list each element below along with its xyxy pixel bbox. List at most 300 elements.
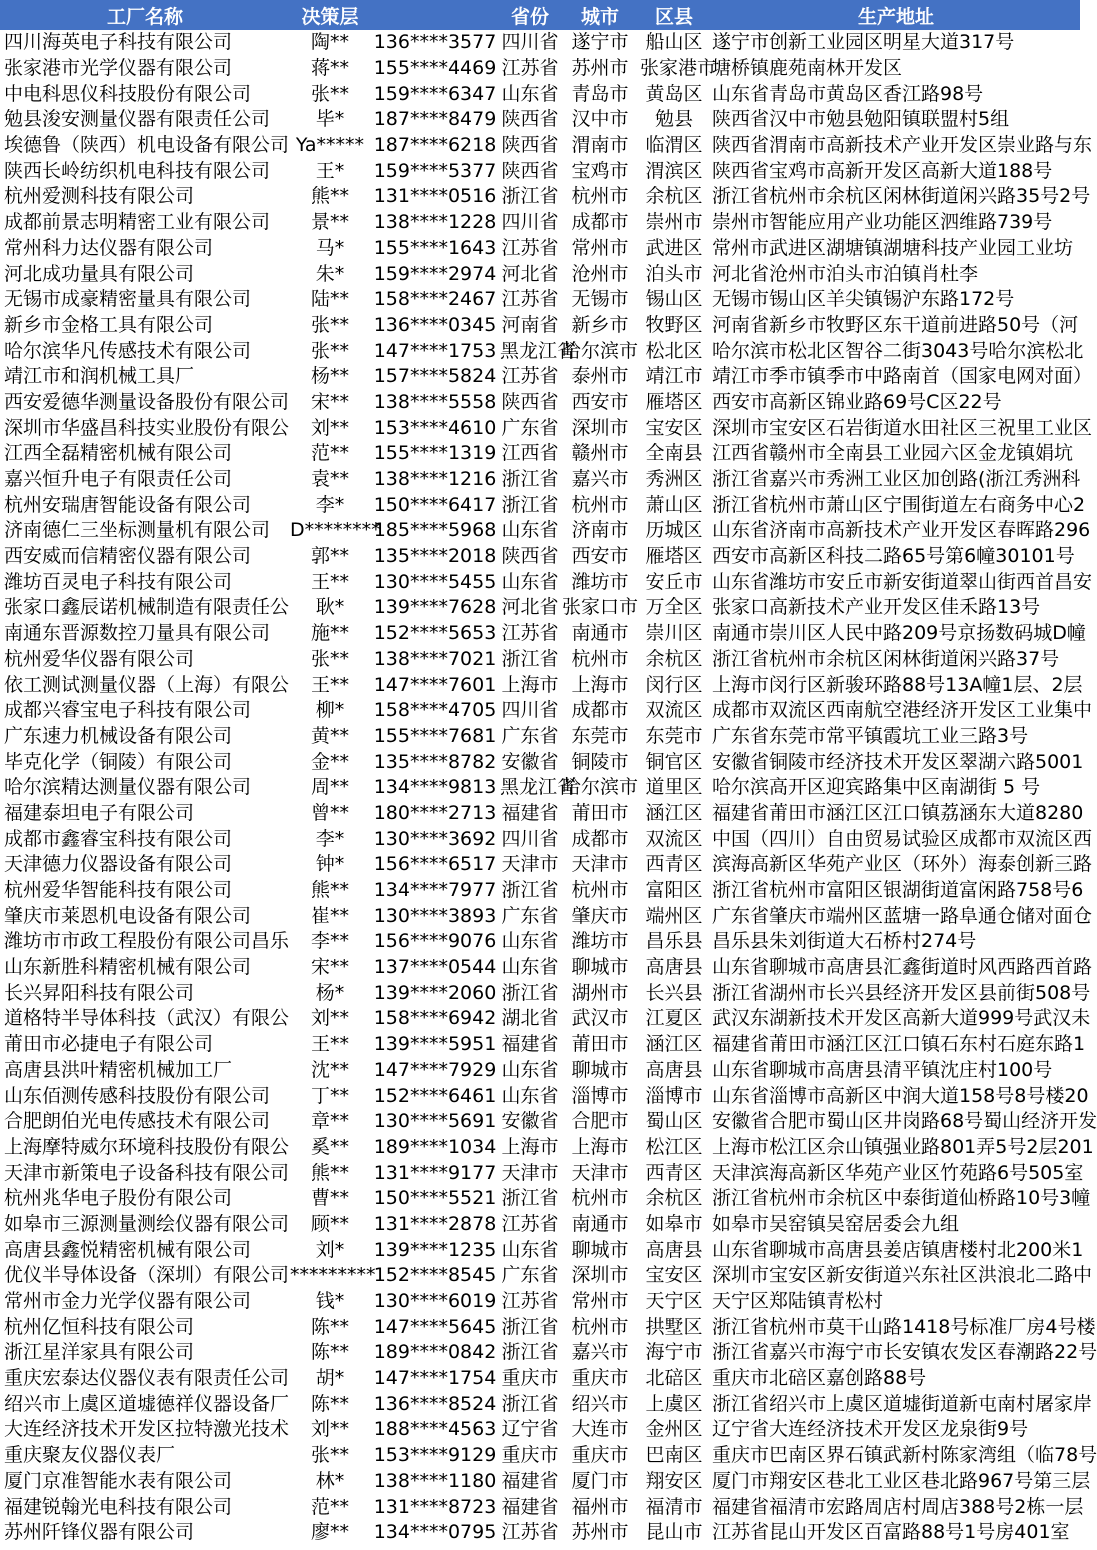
factory-name-cell: 合肥朗伯光电传感技术有限公司 [4, 1110, 271, 1133]
city-cell: 肇庆市 [571, 904, 629, 927]
table-row [0, 1212, 1080, 1238]
factory-name-cell: 四川海英电子科技有限公司 [4, 31, 233, 54]
factory-name-cell: 绍兴市上虞区道墟德祥仪器设备厂 [4, 1392, 290, 1415]
address-cell: 广东省东莞市常平镇霞坑工业三路3号 [712, 724, 1029, 747]
table-row [0, 1109, 1080, 1135]
city-cell: 新乡市 [571, 313, 629, 336]
district-cell: 双流区 [645, 827, 703, 850]
district-cell: 闵行区 [645, 673, 703, 696]
city-cell: 遂宁市 [571, 31, 629, 54]
phone-cell: 187****6218 [373, 134, 497, 157]
decision-maker-cell: 范** [310, 1495, 349, 1518]
city-cell: 淄博市 [571, 1084, 629, 1107]
district-cell: 海宁市 [645, 1341, 703, 1364]
address-cell: 山东省聊城市高唐县汇鑫街道时风西路西首路 [712, 956, 1093, 979]
address-cell: 昌乐县朱刘街道大石桥村274号 [712, 930, 977, 953]
table-row [0, 415, 1080, 441]
decision-maker-cell: 章** [310, 1110, 349, 1133]
district-cell: 昌乐县 [645, 930, 703, 953]
table-row [0, 1314, 1080, 1340]
city-cell: 南通市 [571, 622, 629, 645]
table-row [0, 595, 1080, 621]
province-cell: 浙江省 [501, 647, 559, 670]
city-cell: 苏州市 [571, 1521, 629, 1544]
decision-maker-cell: 杨* [315, 981, 345, 1004]
phone-cell: 157****5824 [373, 365, 497, 388]
city-cell: 哈尔滨市 [561, 776, 638, 799]
table-row [0, 672, 1080, 698]
table-row [0, 775, 1080, 801]
phone-cell: 131****8723 [373, 1495, 497, 1518]
city-cell: 大连市 [571, 1418, 629, 1441]
phone-cell: 156****9076 [373, 930, 497, 953]
province-cell: 江西省 [501, 442, 559, 465]
province-cell: 四川省 [501, 827, 559, 850]
decision-maker-cell: 杨** [310, 365, 349, 388]
decision-maker-cell: 王** [310, 1033, 349, 1056]
province-cell: 河北省 [501, 262, 559, 285]
factory-name-cell: 山东新胜科精密机械有限公司 [4, 956, 252, 979]
address-cell: 福建省福清市宏路周店村周店388号2栋一层 [712, 1495, 1084, 1518]
address-cell: 滨海高新区华苑产业区（环外）海泰创新三路 [712, 853, 1093, 876]
decision-maker-cell: 胡* [315, 1367, 345, 1390]
factory-name-cell: 长兴昇阳科技有限公司 [4, 981, 195, 1004]
province-cell: 陕西省 [501, 390, 559, 413]
district-cell: 福清市 [645, 1495, 703, 1518]
decision-maker-cell: ********* [290, 1264, 376, 1287]
table-row [0, 1058, 1080, 1084]
province-cell: 山东省 [501, 1084, 559, 1107]
factory-name-cell: 肇庆市莱恩机电设备有限公司 [4, 904, 252, 927]
province-cell: 江苏省 [501, 1521, 559, 1544]
district-cell: 双流区 [645, 699, 703, 722]
decision-maker-cell: 马* [315, 236, 345, 259]
province-cell: 四川省 [501, 31, 559, 54]
phone-cell: 159****5377 [373, 159, 497, 182]
header-decision-maker: 决策层 [290, 0, 370, 30]
factory-name-cell: 靖江市和润机械工具厂 [4, 365, 195, 388]
district-cell: 雁塔区 [645, 390, 703, 413]
province-cell: 山东省 [501, 930, 559, 953]
factory-name-cell: 天津市新策电子设备科技有限公司 [4, 1161, 290, 1184]
decision-maker-cell: 宋** [310, 390, 349, 413]
factory-name-cell: 济南德仁三坐标测量机有限公司 [4, 519, 271, 542]
decision-maker-cell: 袁** [310, 468, 349, 491]
factory-name-cell: 苏州阡锋仪器有限公司 [4, 1521, 195, 1544]
district-cell: 余杭区 [645, 185, 703, 208]
district-cell: 道里区 [645, 776, 703, 799]
district-cell: 北碚区 [645, 1367, 703, 1390]
city-cell: 泰州市 [571, 365, 629, 388]
city-cell: 绍兴市 [571, 1392, 629, 1415]
address-cell: 山东省济南市高新技术产业开发区春晖路296 [712, 519, 1091, 542]
table-row [0, 1006, 1080, 1032]
district-cell: 长兴县 [645, 981, 703, 1004]
decision-maker-cell: 刘* [315, 1238, 345, 1261]
city-cell: 深圳市 [571, 416, 629, 439]
province-cell: 天津市 [501, 853, 559, 876]
table-row [0, 56, 1080, 82]
address-cell: 陕西省宝鸡市高新开发区高新大道188号 [712, 159, 1053, 182]
table-row [0, 569, 1080, 595]
address-cell: 张家口高新技术产业开发区佳禾路13号 [712, 596, 1041, 619]
table-row [0, 929, 1080, 955]
province-cell: 重庆市 [501, 1367, 559, 1390]
phone-cell: 189****0842 [373, 1341, 497, 1364]
factory-name-cell: 莆田市必捷电子有限公司 [4, 1033, 214, 1056]
header-province: 省份 [500, 0, 560, 30]
table-row [0, 1494, 1080, 1520]
province-cell: 广东省 [501, 1264, 559, 1287]
province-cell: 浙江省 [501, 185, 559, 208]
district-cell: 渭滨区 [645, 159, 703, 182]
factory-name-cell: 哈尔滨精达测量仪器有限公司 [4, 776, 252, 799]
city-cell: 杭州市 [571, 1187, 629, 1210]
table-row [0, 107, 1080, 133]
factory-name-cell: 西安威而信精密仪器有限公司 [4, 545, 252, 568]
district-cell: 富阳区 [645, 879, 703, 902]
city-cell: 重庆市 [571, 1367, 629, 1390]
phone-cell: 185****5968 [373, 519, 497, 542]
phone-cell: 135****8782 [373, 750, 497, 773]
phone-cell: 188****4563 [373, 1418, 497, 1441]
province-cell: 江苏省 [501, 288, 559, 311]
phone-cell: 155****4469 [373, 57, 497, 80]
district-cell: 历城区 [645, 519, 703, 542]
district-cell: 泊头市 [645, 262, 703, 285]
decision-maker-cell: 蒋** [310, 57, 349, 80]
province-cell: 山东省 [501, 1058, 559, 1081]
district-cell: 武进区 [645, 236, 703, 259]
phone-cell: 138****1228 [373, 211, 497, 234]
district-cell: 拱墅区 [645, 1315, 703, 1338]
district-cell: 江夏区 [645, 1007, 703, 1030]
city-cell: 西安市 [571, 545, 629, 568]
table-row [0, 878, 1080, 904]
table-row [0, 1469, 1080, 1495]
address-cell: 南通市崇川区人民中路209号京扬数码城D幢 [712, 622, 1086, 645]
address-cell: 河北省沧州市泊头市泊镇肖杜李 [712, 262, 979, 285]
decision-maker-cell: 李* [315, 493, 345, 516]
address-cell: 浙江省湖州市长兴县经济开发区县前街508号 [712, 981, 1091, 1004]
district-cell: 蜀山区 [645, 1110, 703, 1133]
decision-maker-cell: 李** [310, 930, 349, 953]
phone-cell: 138****1216 [373, 468, 497, 491]
city-cell: 青岛市 [571, 82, 629, 105]
phone-cell: 155****1643 [373, 236, 497, 259]
factory-name-cell: 潍坊百灵电子科技有限公司 [4, 570, 233, 593]
decision-maker-cell: 林* [315, 1469, 345, 1492]
address-cell: 福建省莆田市涵江区江口镇荔涵东大道8280 [712, 801, 1084, 824]
province-cell: 浙江省 [501, 493, 559, 516]
table-row [0, 158, 1080, 184]
factory-name-cell: 嘉兴恒升电子有限责任公司 [4, 468, 233, 491]
factory-name-cell: 张家口鑫辰诺机械制造有限责任公 [4, 596, 290, 619]
factory-name-cell: 勉县浚安测量仪器有限责任公司 [4, 108, 271, 131]
decision-maker-cell: Ya***** [295, 134, 365, 157]
province-cell: 广东省 [501, 416, 559, 439]
city-cell: 成都市 [571, 827, 629, 850]
phone-cell: 158****6942 [373, 1007, 497, 1030]
factory-name-cell: 浙江星洋家具有限公司 [4, 1341, 195, 1364]
province-cell: 江苏省 [501, 57, 559, 80]
phone-cell: 158****4705 [373, 699, 497, 722]
phone-cell: 152****5653 [373, 622, 497, 645]
decision-maker-cell: 陈** [310, 1315, 349, 1338]
address-cell: 山东省青岛市黄岛区香江路98号 [712, 82, 984, 105]
address-cell: 遂宁市创新工业园区明星大道317号 [712, 31, 1015, 54]
factory-name-cell: 高唐县洪叶精密机械加工厂 [4, 1058, 233, 1081]
phone-cell: 155****7681 [373, 724, 497, 747]
district-cell: 余杭区 [645, 1187, 703, 1210]
phone-cell: 130****5455 [373, 570, 497, 593]
decision-maker-cell: 熊** [310, 1161, 349, 1184]
phone-cell: 147****7929 [373, 1058, 497, 1081]
province-cell: 广东省 [501, 904, 559, 927]
district-cell: 万全区 [645, 596, 703, 619]
factory-name-cell: 重庆聚友仪器仪表厂 [4, 1444, 176, 1467]
phone-cell: 131****0516 [373, 185, 497, 208]
phone-cell: 152****6461 [373, 1084, 497, 1107]
factory-name-cell: 新乡市金格工具有限公司 [4, 313, 214, 336]
province-cell: 浙江省 [501, 879, 559, 902]
district-cell: 铜官区 [645, 750, 703, 773]
decision-maker-cell: 沈** [310, 1058, 349, 1081]
phone-cell: 152****8545 [373, 1264, 497, 1287]
table-row [0, 749, 1080, 775]
province-cell: 黑龙江省 [500, 339, 577, 362]
city-cell: 莆田市 [571, 1033, 629, 1056]
city-cell: 天津市 [571, 853, 629, 876]
city-cell: 杭州市 [571, 647, 629, 670]
city-cell: 东莞市 [571, 724, 629, 747]
city-cell: 渭南市 [571, 134, 629, 157]
decision-maker-cell: 刘** [310, 1007, 349, 1030]
decision-maker-cell: 顾** [310, 1212, 349, 1235]
province-cell: 山东省 [501, 1238, 559, 1261]
city-cell: 哈尔滨市 [561, 339, 638, 362]
phone-cell: 189****1034 [373, 1135, 497, 1158]
address-cell: 天津滨海高新区华苑产业区竹苑路6号505室 [712, 1161, 1084, 1184]
phone-cell: 138****5558 [373, 390, 497, 413]
factory-name-cell: 杭州亿恒科技有限公司 [4, 1315, 195, 1338]
factory-name-cell: 张家港市光学仪器有限公司 [4, 57, 233, 80]
city-cell: 南通市 [571, 1212, 629, 1235]
table-row [0, 1186, 1080, 1212]
decision-maker-cell: 李* [315, 827, 345, 850]
district-cell: 上虞区 [645, 1392, 703, 1415]
decision-maker-cell: 丁** [310, 1084, 349, 1107]
factory-name-cell: 南通东晋源数控刀量具有限公司 [4, 622, 271, 645]
decision-maker-cell: 王* [315, 159, 345, 182]
province-cell: 浙江省 [501, 1187, 559, 1210]
decision-maker-cell: 曹** [310, 1187, 349, 1210]
table-row [0, 287, 1080, 313]
phone-cell: 130****6019 [373, 1290, 497, 1313]
province-cell: 江苏省 [501, 622, 559, 645]
province-cell: 辽宁省 [501, 1418, 559, 1441]
table-row [0, 1237, 1080, 1263]
province-cell: 福建省 [501, 1033, 559, 1056]
address-cell: 浙江省杭州市余杭区中泰街道仙桥路10号3幢 [712, 1187, 1091, 1210]
decision-maker-cell: 朱* [315, 262, 345, 285]
city-cell: 无锡市 [571, 288, 629, 311]
header-factory-name: 工厂名称 [0, 0, 290, 30]
province-cell: 安徽省 [501, 750, 559, 773]
province-cell: 陕西省 [501, 159, 559, 182]
address-cell: 西安市高新区科技二路65号第6幢30101号 [712, 545, 1075, 568]
address-cell: 浙江省绍兴市上虞区道墟街道新屯南村屠家岸 [712, 1392, 1093, 1415]
factory-name-cell: 天津德力仪器设备有限公司 [4, 853, 233, 876]
factory-name-cell: 常州市金力光学仪器有限公司 [4, 1290, 252, 1313]
table-row [0, 1366, 1080, 1392]
phone-cell: 130****5691 [373, 1110, 497, 1133]
table-row [0, 364, 1080, 390]
province-cell: 江苏省 [501, 1290, 559, 1313]
province-cell: 福建省 [501, 1495, 559, 1518]
decision-maker-cell: 宋** [310, 956, 349, 979]
table-row [0, 313, 1080, 339]
phone-cell: 180****2713 [373, 801, 497, 824]
district-cell: 松江区 [645, 1135, 703, 1158]
phone-cell: 147****5645 [373, 1315, 497, 1338]
table-row [0, 210, 1080, 236]
factory-name-cell: 重庆宏泰达仪器仪表有限责任公司 [4, 1367, 290, 1390]
phone-cell: 153****9129 [373, 1444, 497, 1467]
decision-maker-cell: 钟* [315, 853, 345, 876]
address-cell: 福建省莆田市涵江区江口镇石东村石庭东路1 [712, 1033, 1086, 1056]
decision-maker-cell: 陆** [310, 288, 349, 311]
city-cell: 潍坊市 [571, 930, 629, 953]
city-cell: 常州市 [571, 236, 629, 259]
city-cell: 杭州市 [571, 879, 629, 902]
province-cell: 浙江省 [501, 1392, 559, 1415]
decision-maker-cell: 熊** [310, 879, 349, 902]
province-cell: 江苏省 [501, 236, 559, 259]
phone-cell: 150****5521 [373, 1187, 497, 1210]
table-row [0, 441, 1080, 467]
province-cell: 浙江省 [501, 1315, 559, 1338]
district-cell: 东莞市 [645, 724, 703, 747]
address-cell: 安徽省合肥市蜀山区井岗路68号蜀山经济开发 [712, 1110, 1097, 1133]
city-cell: 合肥市 [571, 1110, 629, 1133]
city-cell: 上海市 [571, 673, 629, 696]
phone-cell: 158****2467 [373, 288, 497, 311]
city-cell: 杭州市 [571, 185, 629, 208]
header-row [0, 0, 1080, 30]
decision-maker-cell: 刘** [310, 416, 349, 439]
city-cell: 上海市 [571, 1135, 629, 1158]
city-cell: 宝鸡市 [571, 159, 629, 182]
factory-name-cell: 成都兴睿宝电子科技有限公司 [4, 699, 252, 722]
address-cell: 陕西省渭南市高新技术产业开发区崇业路与东 [712, 134, 1093, 157]
table-row [0, 1083, 1080, 1109]
district-cell: 船山区 [645, 31, 703, 54]
city-cell: 铜陵市 [571, 750, 629, 773]
phone-cell: 147****1754 [373, 1367, 497, 1390]
province-cell: 四川省 [501, 699, 559, 722]
address-cell: 哈尔滨市松北区智谷二街3043号哈尔滨松北 [712, 339, 1084, 362]
city-cell: 武汉市 [571, 1007, 629, 1030]
decision-maker-cell: 王** [310, 673, 349, 696]
district-cell: 如皋市 [645, 1212, 703, 1235]
address-cell: 武汉东湖新技术开发区高新大道999号武汉未 [712, 1007, 1091, 1030]
factory-name-cell: 常州科力达仪器有限公司 [4, 236, 214, 259]
district-cell: 高唐县 [645, 956, 703, 979]
province-cell: 陕西省 [501, 108, 559, 131]
decision-maker-cell: 陶** [310, 31, 349, 54]
table-row [0, 724, 1080, 750]
factory-name-cell: 杭州爱华仪器有限公司 [4, 647, 195, 670]
phone-cell: 139****2060 [373, 981, 497, 1004]
address-cell: 如皋市吴窑镇吴窑居委会九组 [712, 1212, 960, 1235]
phone-cell: 139****5951 [373, 1033, 497, 1056]
city-cell: 重庆市 [571, 1444, 629, 1467]
table-row [0, 1417, 1080, 1443]
province-cell: 河南省 [501, 313, 559, 336]
decision-maker-cell: 张** [310, 313, 349, 336]
district-cell: 松北区 [645, 339, 703, 362]
decision-maker-cell: 熊** [310, 185, 349, 208]
decision-maker-cell: 王** [310, 570, 349, 593]
phone-cell: 139****7628 [373, 596, 497, 619]
factory-name-cell: 河北成功量具有限公司 [4, 262, 195, 285]
factory-name-cell: 埃德鲁（陕西）机电设备有限公司 [4, 134, 290, 157]
province-cell: 河北省 [501, 596, 559, 619]
province-cell: 安徽省 [501, 1110, 559, 1133]
address-cell: 山东省聊城市高唐县清平镇沈庄村100号 [712, 1058, 1053, 1081]
phone-cell: 138****1180 [373, 1469, 497, 1492]
factory-name-cell: 依工测试测量仪器（上海）有限公 [4, 673, 290, 696]
address-cell: 哈尔滨高开区迎宾路集中区南湖街 5 号 [712, 776, 1041, 799]
phone-cell: 159****6347 [373, 82, 497, 105]
decision-maker-cell: 郭** [310, 545, 349, 568]
province-cell: 福建省 [501, 801, 559, 824]
district-cell: 萧山区 [645, 493, 703, 516]
city-cell: 福州市 [571, 1495, 629, 1518]
district-cell: 端州区 [645, 904, 703, 927]
factory-name-cell: 杭州爱测科技有限公司 [4, 185, 195, 208]
address-cell: 重庆市北碚区嘉创路88号 [712, 1367, 927, 1390]
table-row [0, 1160, 1080, 1186]
table-row [0, 1263, 1080, 1289]
table-row [0, 955, 1080, 981]
district-cell: 勉县 [654, 108, 693, 131]
phone-cell: 136****3577 [373, 31, 497, 54]
decision-maker-cell: 毕* [315, 108, 345, 131]
city-cell: 沧州市 [571, 262, 629, 285]
address-cell: 塘桥镇鹿苑南林开发区 [712, 57, 903, 80]
decision-maker-cell: 廖** [310, 1521, 349, 1544]
factory-name-cell: 潍坊市市政工程股份有限公司昌乐 [4, 930, 290, 953]
decision-maker-cell: 耿* [315, 596, 345, 619]
province-cell: 湖北省 [501, 1007, 559, 1030]
phone-cell: 134****0795 [373, 1521, 497, 1544]
decision-maker-cell: 张** [310, 647, 349, 670]
decision-maker-cell: 崔** [310, 904, 349, 927]
phone-cell: 150****6417 [373, 493, 497, 516]
factory-name-cell: 深圳市华盛昌科技实业股份有限公 [4, 416, 290, 439]
table-row [0, 544, 1080, 570]
phone-cell: 136****0345 [373, 313, 497, 336]
city-cell: 赣州市 [571, 442, 629, 465]
factory-name-cell: 高唐县鑫悦精密机械有限公司 [4, 1238, 252, 1261]
address-cell: 安徽省铜陵市经济技术开发区翠湖六路5001 [712, 750, 1084, 773]
factory-name-cell: 如皋市三源测量测绘仪器有限公司 [4, 1212, 290, 1235]
phone-cell: 147****7601 [373, 673, 497, 696]
table-row [0, 1391, 1080, 1417]
decision-maker-cell: 陈** [310, 1341, 349, 1364]
